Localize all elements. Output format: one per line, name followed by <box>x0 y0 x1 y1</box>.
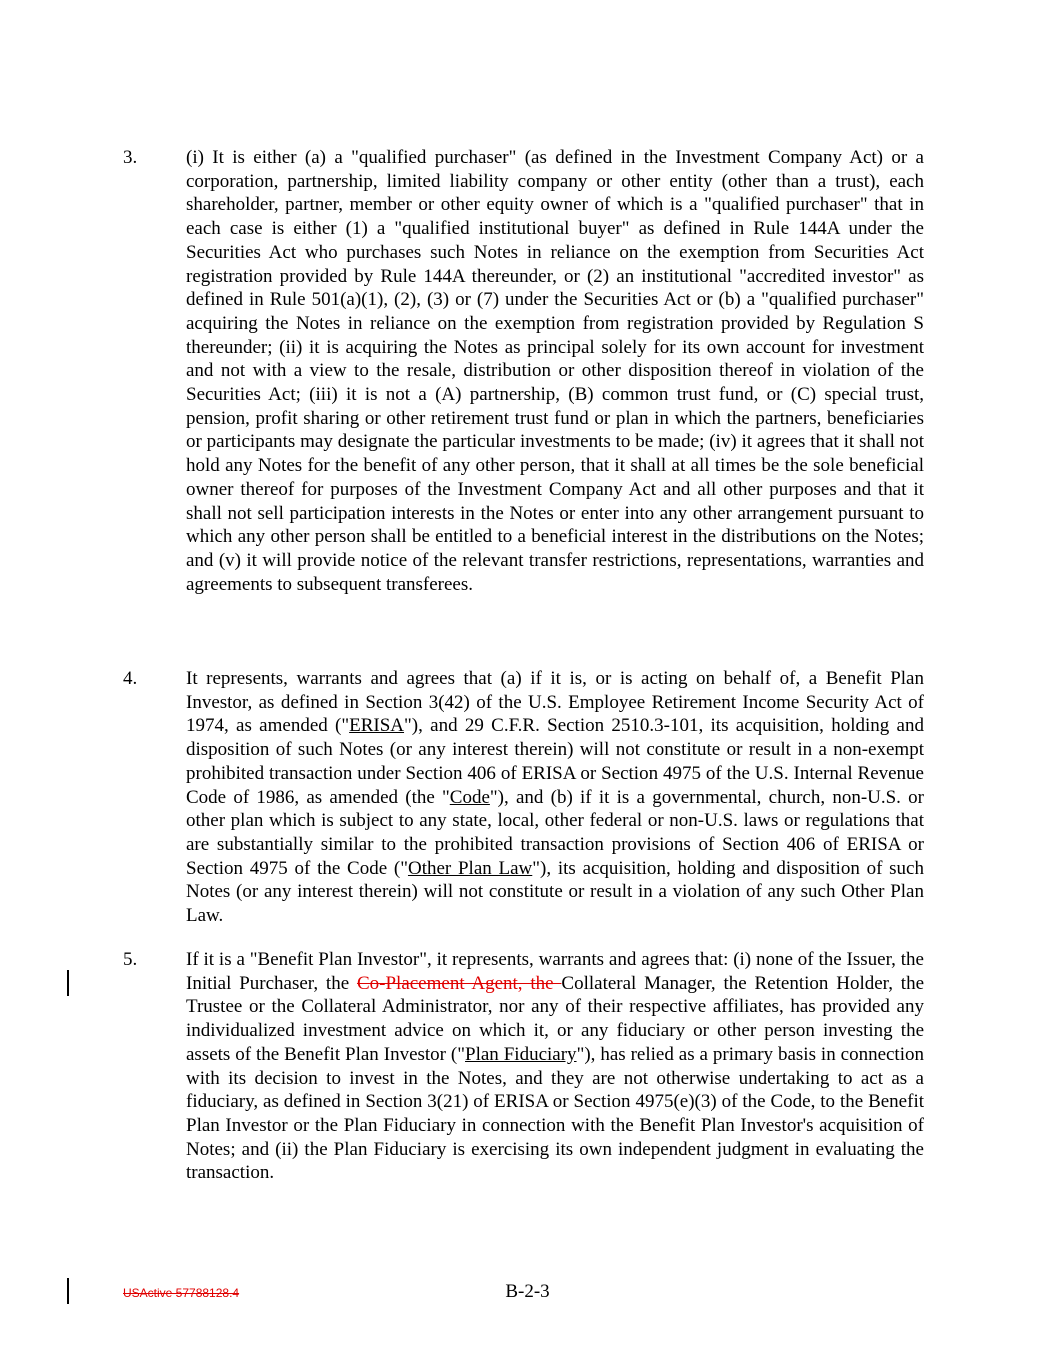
defined-term-code: Code <box>449 786 490 808</box>
paragraph-text <box>186 948 924 1185</box>
text-run: Collateral Manager, the Retention Holder, the Trustee or the Collateral Administrator, nor any of their respective affiliates, has provided any individualized investment advice on which it, or any fiduciary or other person investing the assets of the Benefit Plan Investor (" <box>186 972 925 1065</box>
paragraph-text: (i) It is either (a) a "qualified purchaser" (as defined in the Investment Company Act) or a corporation, partnership, limited liability company or other entity (other than a trust), each shareholder, partner, member or other equity owner of which is a "qualified purchaser" that in each case is either (1) a "qualified institutional buyer" as defined in Rule 144A under the Securities Act who purchases such Notes in reliance on the exemption from Securities Act registration provided by Rule 144A thereunder, or (2) an institutional "accredited investor" as defined in Rule 501(a)(1), (2), (3) or (7) under the Securities Act or (b) a "qualified purchaser" acquiring the Notes in reliance on the exemption from registration provided by Regulation S thereunder; (ii) it is acquiring the Notes as principal solely for its own account for investment and not with a view to the resale, distribution or other disposition thereof in violation of the Securities Act; (iii) it is not a (A) partnership, (B) common trust fund, or (C) special trust, pension, profit sharing or other retirement trust fund or plan in which the partners, beneficiaries or participants may designate the particular investments to be made; (iv) it agrees that it shall not hold any Notes for the benefit of any other person, that it shall at all times be the sole beneficial owner thereof for purposes of the Investment Company Act and all other purposes and that it shall not sell participation interests in the Notes or enter into any other arrangement pursuant to which any other person shall be entitled to a beneficial interest in the distributions on the Notes; and (v) it will provide notice of the relevant transfer restrictions, representations, warranties and agreements to subsequent transferees. <box>186 147 924 595</box>
paragraph-4 <box>123 667 924 928</box>
revision-change-bar <box>67 970 69 996</box>
text-run: "), its acquisition, holding and disposition of such Notes (or any interest therein) will not constitute or result in a violation of any such Other Plan Law. <box>186 857 924 927</box>
paragraph-text <box>186 667 924 928</box>
page-number: B-2-3 <box>505 1281 550 1302</box>
text-run: "), and 29 C.F.R. Section 2510.3-101, its acquisition, holding and disposition of such Notes (or any interest therein) will not constitute or result in a non-exempt prohibited transaction under Section 406 of ERISA or Section 4975 of the U.S. Internal Revenue Code of 1986, as amended (the " <box>186 715 924 808</box>
defined-term-plan-fiduciary: Plan Fiduciary <box>465 1043 577 1065</box>
paragraph-5 <box>123 948 924 1185</box>
text-run: If it is a "Benefit Plan Investor", it represents, warrants and agrees that: (i) none of the Issuer, the Initial Purchaser, the <box>186 949 924 994</box>
text-run: "), and (b) if it is a governmental, church, non-U.S. or other plan which is subject to any state, local, other federal or non-U.S. laws or regulations that are substantially similar to the prohibited transaction provisions of Section 406 of ERISA or Section 4975 of the Code (" <box>186 786 924 879</box>
paragraph-number: 4. <box>123 668 138 689</box>
document-id: USActive 57788128.4 <box>123 1286 240 1300</box>
deleted-text: Co-Placement Agent, the <box>356 972 562 994</box>
defined-term-erisa: ERISA <box>349 715 405 737</box>
text-run: "), has relied as a primary basis in connection with its decision to invest in the Notes, and they are not otherwise undertaking to act as a fiduciary, as defined in Section 3(21) of ERISA or Section 4975(e)(3) of the Code, to the Benefit Plan Investor or the Plan Fiduciary in connection with the Benefit Plan Investor's acquisition of Notes; and (ii) the Plan Fiduciary is exercising its own independent judgment in evaluating the transaction. <box>186 1043 924 1184</box>
paragraph-number: 3. <box>123 147 138 168</box>
paragraph-3 <box>123 146 924 596</box>
text-run: It represents, warrants and agrees that (a) if it is, or is acting on behalf of, a Benefit Plan Investor, as defined in Section 3(42) of the U.S. Employee Retirement Income Security Act of 1974, as amended (" <box>186 668 924 737</box>
paragraph-number: 5. <box>123 949 138 970</box>
defined-term-other-plan-law: Other Plan Law <box>407 857 533 879</box>
